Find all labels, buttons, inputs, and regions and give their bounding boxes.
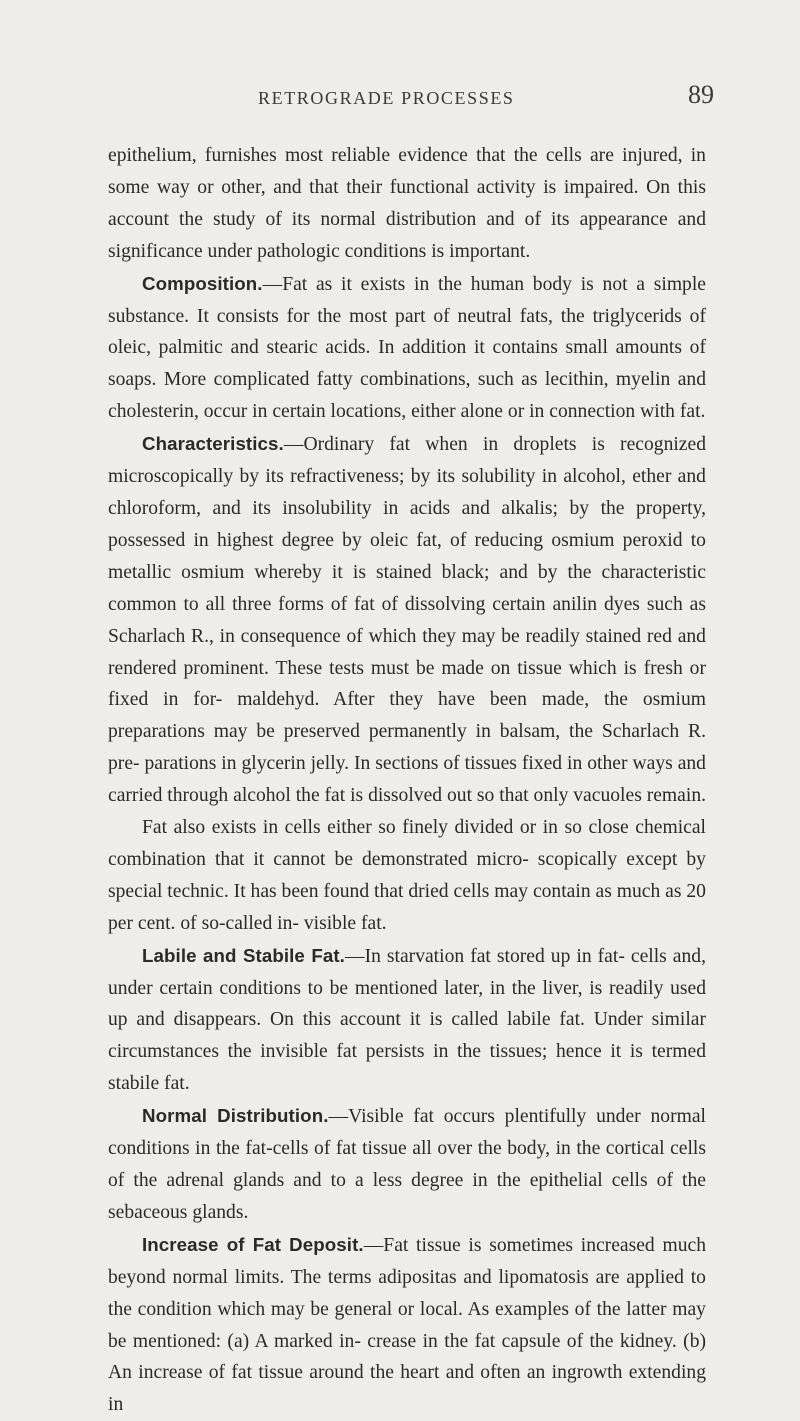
text-line: visible fat. bbox=[303, 912, 387, 934]
text-line: osmium peroxid to metallic osmium whereby it is stained black; bbox=[108, 529, 706, 583]
text-line: only vacuoles remain. bbox=[533, 785, 707, 807]
text-line: epithelium, furnishes most reliable evidence that the cells are bbox=[108, 145, 614, 166]
text-line: —Ordinary fat when in droplets is recognized bbox=[283, 434, 706, 456]
text-line: simple substance. It consists for the most part of neutral fats, bbox=[108, 273, 706, 327]
text-line: dried cells may contain as much as 20 per cent. of so-called in- bbox=[108, 880, 706, 934]
section-heading: Normal Distribution. bbox=[142, 1105, 329, 1127]
text-line: injured, in some way or other, and that their functional activity bbox=[108, 145, 706, 198]
paragraph bbox=[108, 268, 706, 429]
text-line: maldehyd. After they have been made, the osmium preparations bbox=[108, 689, 706, 743]
text-line: in the cortical cells of the adrenal glands and to a less degree in bbox=[108, 1138, 706, 1191]
text-line: ways and carried through alcohol the fat is dissolved out so that bbox=[108, 753, 706, 807]
text-line: certain locations, either alone or in connection with fat. bbox=[272, 401, 706, 423]
text-line: and by the characteristic common to all three forms of fat of bbox=[108, 561, 706, 615]
text-line: normal conditions in the fat-cells of fat tissue all over the body, bbox=[108, 1106, 706, 1160]
text-line: —Fat tissue is sometimes increased bbox=[363, 1234, 655, 1256]
text-line: chemical combination that it cannot be demonstrated micro- bbox=[108, 817, 706, 870]
text-line: and of its appearance and significance under pathologic conditions bbox=[108, 208, 706, 262]
text-line: may be preserved permanently in balsam, the Scharlach R. pre- bbox=[108, 721, 706, 775]
paragraph bbox=[108, 1100, 706, 1229]
text-line: liver, is readily used up and disappears. On this account it is bbox=[108, 977, 706, 1031]
section-heading: Labile and Stabile Fat. bbox=[142, 944, 345, 966]
text-line: the property, possessed in highest degree by oleic fat, of reducing bbox=[108, 497, 706, 551]
paragraph bbox=[108, 1229, 706, 1421]
text-line: dissolving certain anilin dyes such as Scharlach R., in consequence bbox=[108, 593, 706, 647]
running-head: RETROGRADE PROCESSES bbox=[258, 88, 515, 108]
text-line: persists in the tissues; hence it is termed stabile fat. bbox=[108, 1041, 706, 1095]
text-line: As examples of the latter may be mentioned: (a) A marked in- bbox=[108, 1298, 706, 1352]
text-line: combinations, such as lecithin, myelin and cholesterin, occur in bbox=[108, 369, 706, 423]
text-line: the triglycerids of oleic, palmitic and stearic acids. In addition bbox=[108, 305, 706, 359]
text-line: are applied to the condition which may be general or local. bbox=[108, 1266, 706, 1320]
text-line: tissue around the heart and often an ingrowth extending in bbox=[108, 1362, 706, 1416]
paragraph bbox=[108, 140, 706, 268]
text-line: microscopically by its refractiveness; by its solubility in alcohol, bbox=[108, 466, 626, 488]
text-line: called labile fat. Under similar circumstances the invisible fat bbox=[108, 1009, 706, 1063]
paragraph bbox=[108, 940, 706, 1101]
text-line: Fat also exists in cells either so finely divided or in so close bbox=[142, 817, 629, 839]
body-text bbox=[108, 140, 707, 1416]
section-heading: Characteristics. bbox=[142, 433, 284, 455]
page-number: 89 bbox=[688, 80, 714, 109]
text-line: of which they may be readily stained red and rendered prominent. bbox=[108, 625, 706, 679]
text-line: it contains small amounts of soaps. More complicated fatty bbox=[108, 337, 706, 391]
text-line: —Fat as it exists in the human body is not a bbox=[262, 273, 645, 295]
paragraph bbox=[108, 428, 706, 812]
text-line: —In starvation fat stored up in fat- bbox=[344, 945, 625, 967]
paragraph bbox=[108, 812, 706, 940]
text-line: much beyond normal limits. The terms adipositas and lipomatosis bbox=[108, 1234, 706, 1288]
text-line: is impaired. On this account the study of its normal distribution bbox=[108, 176, 706, 230]
section-heading: Increase of Fat Deposit. bbox=[142, 1233, 364, 1255]
text-line: scopically except by special technic. It has been found that bbox=[108, 848, 706, 902]
text-line: the epithelial cells of the sebaceous glands. bbox=[108, 1170, 706, 1223]
section-heading: Composition. bbox=[142, 272, 263, 294]
text-line: ether and chloroform, and its insolubility in acids and alkalis; by bbox=[108, 466, 706, 519]
text-line: cells and, under certain conditions to be mentioned later, in the bbox=[108, 945, 706, 999]
text-line: is important. bbox=[431, 240, 531, 262]
text-line: —Visible fat occurs plentifully under bbox=[328, 1106, 641, 1128]
text-line: crease in the fat capsule of the kidney. (b) An increase of fat bbox=[108, 1330, 707, 1384]
text-line: These tests must be made on tissue which is fresh or fixed in for- bbox=[108, 657, 706, 711]
text-line: parations in glycerin jelly. In sections of tissues fixed in other bbox=[144, 753, 628, 775]
